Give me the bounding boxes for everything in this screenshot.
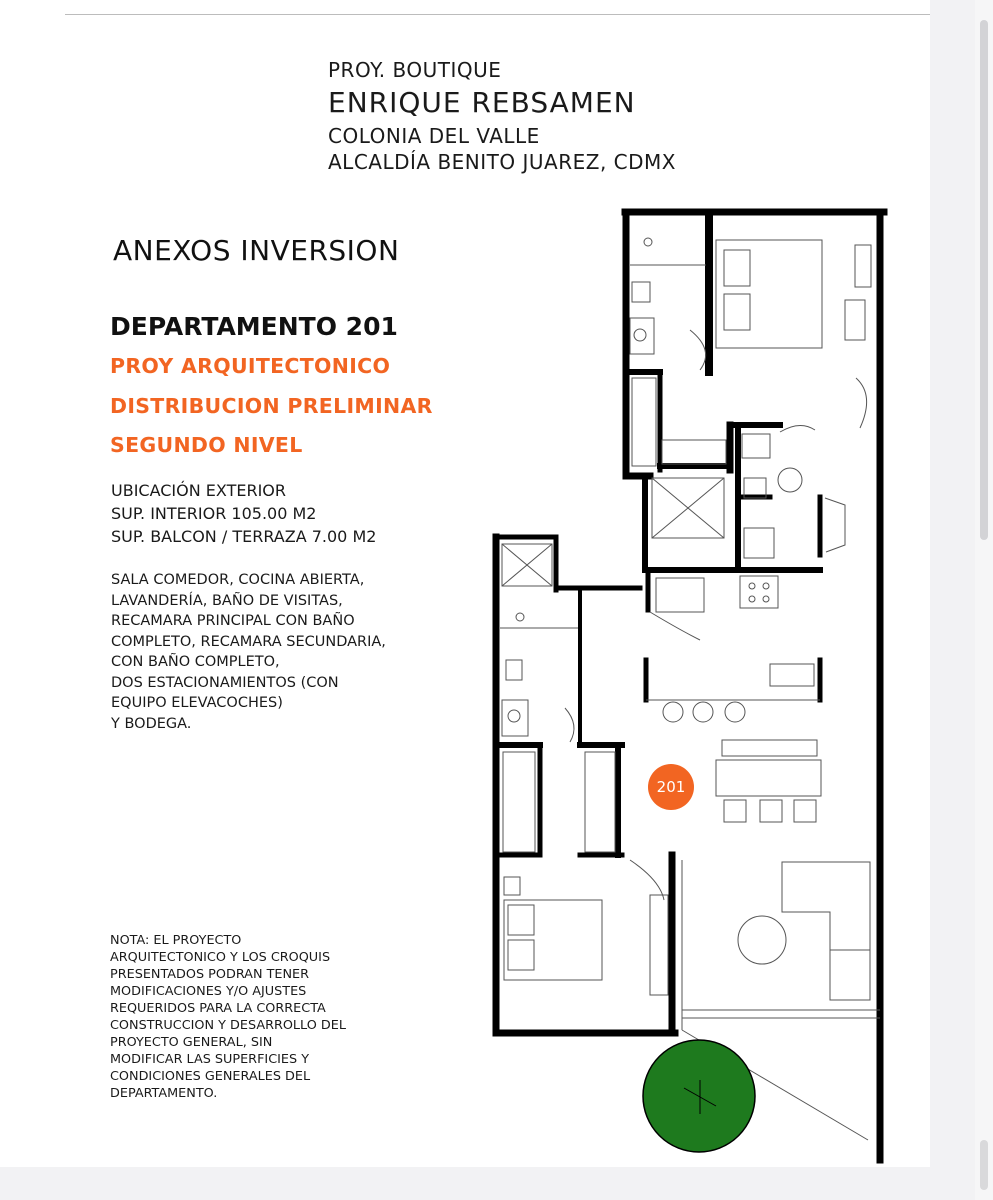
fixtures xyxy=(500,238,880,1140)
project-label: PROY. BOUTIQUE xyxy=(328,58,502,82)
project-name: ENRIQUE REBSAMEN xyxy=(328,86,636,119)
unit-subtitle-3: SEGUNDO NIVEL xyxy=(110,433,303,457)
description-line: EQUIPO ELEVACOCHES) xyxy=(111,695,283,711)
description-line: CON BAÑO COMPLETO, xyxy=(111,654,280,670)
description-line: SALA COMEDOR, COCINA ABIERTA, xyxy=(111,572,365,588)
note-line: MODIFICAR LAS SUPERFICIES Y xyxy=(110,1052,310,1067)
description-line: DOS ESTACIONAMIENTOS (CON xyxy=(111,674,339,691)
description-line: LAVANDERÍA, BAÑO DE VISITAS, xyxy=(111,592,343,609)
note-line: DEPARTAMENTO. xyxy=(110,1086,218,1101)
spec-line: SUP. BALCON / TERRAZA 7.00 M2 xyxy=(111,527,377,546)
note-line: REQUERIDOS PARA LA CORRECTA xyxy=(110,1001,326,1016)
unit-number-badge: 201 xyxy=(648,764,694,810)
scrollbar-thumb[interactable] xyxy=(980,20,988,540)
note-line: CONDICIONES GENERALES DEL xyxy=(110,1069,311,1084)
note-line: PROYECTO GENERAL, SIN xyxy=(110,1035,273,1050)
unit-title: DEPARTAMENTO 201 xyxy=(110,312,398,341)
description-line: RECAMARA PRINCIPAL CON BAÑO xyxy=(111,613,355,629)
note-line: CONSTRUCCION Y DESARROLLO DEL xyxy=(110,1018,346,1033)
spec-line: SUP. INTERIOR 105.00 M2 xyxy=(111,504,317,523)
spec-line: UBICACIÓN EXTERIOR xyxy=(111,481,286,500)
note-line: ARQUITECTONICO Y LOS CROQUIS xyxy=(110,950,331,965)
description-line: COMPLETO, RECAMARA SECUNDARIA, xyxy=(111,633,386,650)
project-neighborhood: COLONIA DEL VALLE xyxy=(328,124,540,148)
unit-subtitle-1: PROY ARQUITECTONICO xyxy=(110,354,391,378)
note-line: NOTA: EL PROYECTO xyxy=(110,933,242,948)
note-line: PRESENTADOS PODRAN TENER xyxy=(110,967,310,982)
tree xyxy=(643,1040,755,1152)
description-line: Y BODEGA. xyxy=(111,715,192,732)
section-title: ANEXOS INVERSION xyxy=(113,234,400,267)
note-line: MODIFICACIONES Y/O AJUSTES xyxy=(110,984,307,999)
unit-subtitle-2: DISTRIBUCION PRELIMINAR xyxy=(110,394,433,418)
scrollbar-thumb-secondary[interactable] xyxy=(980,1140,988,1190)
project-city: ALCALDÍA BENITO JUAREZ, CDMX xyxy=(328,150,676,174)
